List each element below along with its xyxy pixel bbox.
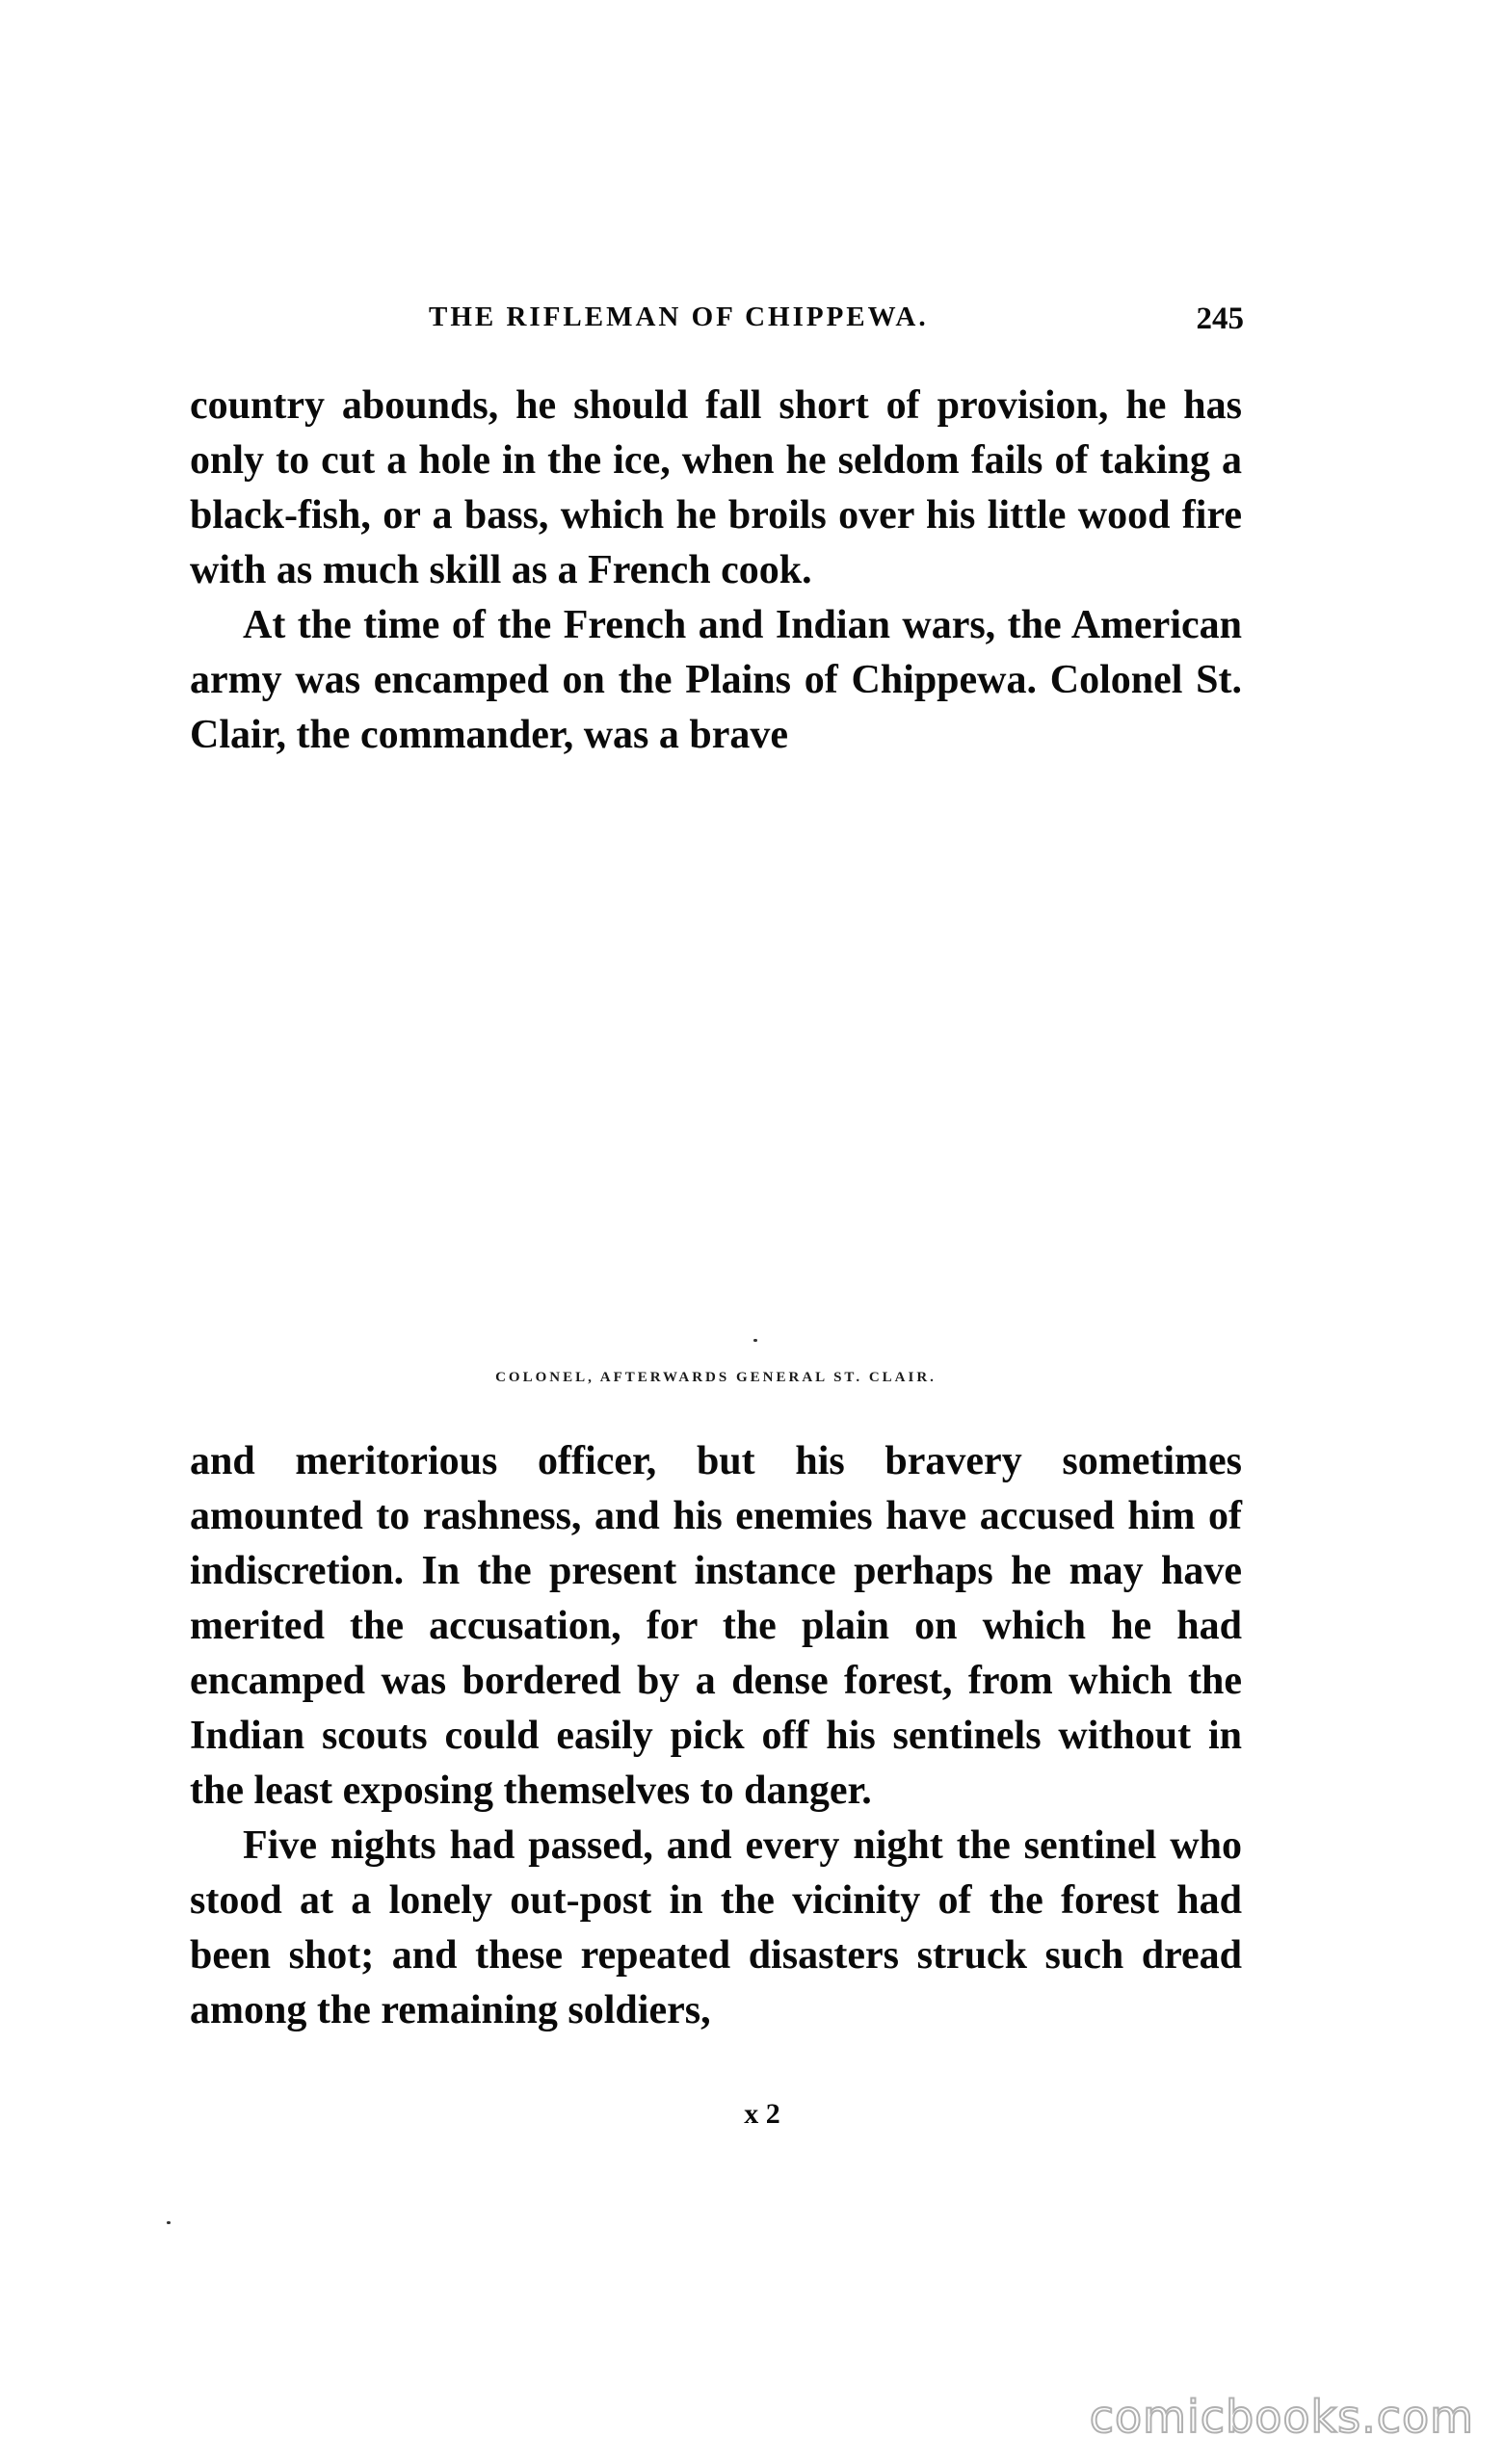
paragraph: At the time of the French and Indian wars, the American army was encamped on the Plains of Chippewa. Colonel St. Clair, the commander, was a brave [190,603,1242,757]
illustration-placeholder [190,843,1242,1344]
paragraph-continued: country abounds, he should fall short of provision, he has only to cut a hole in the ice, when he seldom fails of taking a black-fish, or a bass, which he broils over his little wood fire with as much skill as a French cook. [190,383,1242,592]
running-title: THE RIFLEMAN OF CHIPPEWA. [429,301,929,332]
print-speck [753,1339,757,1342]
page-number: 245 [1196,301,1244,336]
body-text-bottom [190,1434,1242,2038]
watermark: comicbooks.com [1089,2391,1474,2443]
print-speck [167,2221,171,2224]
body-text-top [190,379,1242,763]
paragraph-continued: and meritorious officer, but his bravery sometimes amounted to rashness, and his enemies have accused him of indiscretion. In the present instance perhaps he may have merited the accusation, for the plain on which he had encamped was bordered by a dense forest, from which the Indian scouts could easily pick off his sentinels without in the least exposing themselves to danger. [190,1439,1242,1813]
signature-mark: x 2 [744,2098,780,2130]
illustration-caption: COLONEL, AFTERWARDS GENERAL ST. CLAIR. [495,1370,937,1385]
running-head [188,301,1244,346]
paragraph: Five nights had passed, and every night the sentinel who stood at a lonely out-post in the vicinity of the forest had been shot; and these repeated disasters struck such dread among the remaining soldiers, [190,1823,1242,2032]
